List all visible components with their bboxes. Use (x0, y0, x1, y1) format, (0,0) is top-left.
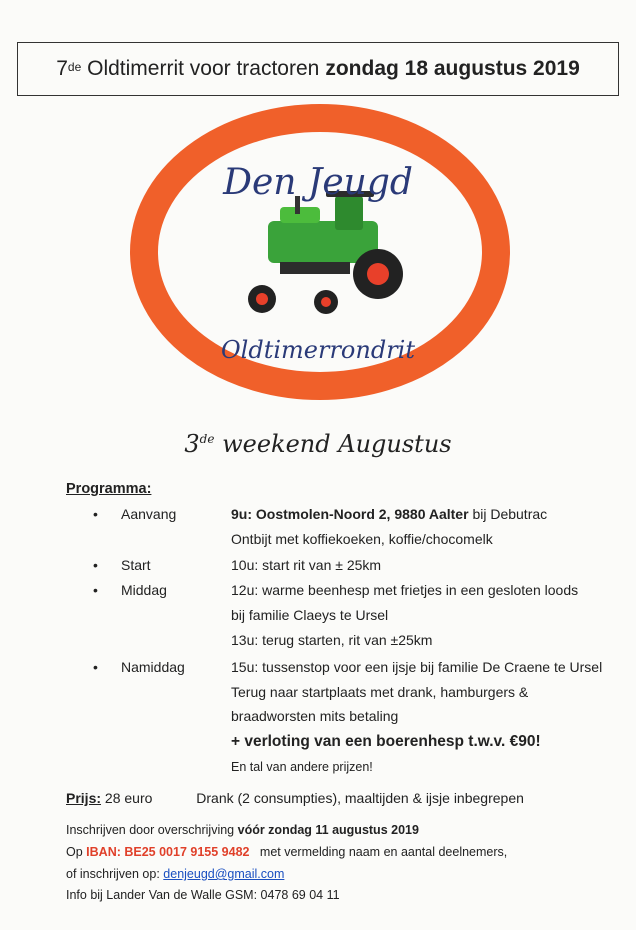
bullet: • (93, 659, 98, 675)
weekend-ordinal: 3 (184, 430, 200, 458)
edition-suffix: de (67, 60, 82, 74)
program-line: bij familie Claeys te Ursel (231, 607, 389, 623)
program-heading: Programma: (66, 481, 152, 497)
program-label-aanvang: Aanvang (121, 506, 177, 522)
program-line: Ontbijt met koffiekoeken, koffie/chocomelk (231, 531, 493, 547)
program-line: 15u: tussenstop voor een ijsje bij familie De Craene te Ursel (231, 659, 603, 675)
program-line: Terug naar startplaats met drank, hamburgers & (231, 684, 529, 700)
raffle-line: + verloting van een boerenhesp t.w.v. €90! (231, 733, 541, 750)
logo-subtitle: Oldtimerrondrit (220, 336, 415, 364)
bullet: • (93, 506, 98, 522)
registration-line-1: Inschrijven door overschrijving vóór zondag 11 augustus 2019 (66, 823, 419, 837)
program-label-start: Start (121, 557, 151, 573)
program-line: 9u: Oostmolen-Noord 2, 9880 Aalter bij Debutrac (231, 506, 548, 522)
weekend-text: weekend Augustus (222, 430, 452, 458)
bullet: • (93, 582, 98, 598)
event-date: zondag 18 augustus 2019 (325, 57, 580, 80)
logo-club-name: Den Jeugd (223, 162, 413, 203)
price-label: Prijs: (66, 790, 102, 806)
iban-number: IBAN: BE25 0017 9155 9482 (86, 845, 250, 859)
contact-info: Info bij Lander Van de Walle GSM: 0478 69 04 11 (66, 888, 340, 902)
registration-line-3: of inschrijven op: denjeugd@gmail.com (66, 867, 285, 881)
program-line: braadworsten mits betaling (231, 708, 399, 724)
tractor-icon (248, 191, 403, 314)
weekend-ordinal-suffix: de (199, 432, 215, 446)
event-title: Oldtimerrit voor tractoren (87, 57, 320, 80)
price-row (66, 790, 524, 806)
email-link[interactable]: denjeugd@gmail.com (163, 867, 285, 881)
price-value: 28 euro (104, 790, 153, 806)
program-label-middag: Middag (121, 582, 167, 598)
price-included: Drank (2 consumpties), maaltijden & ijsje inbegrepen (196, 790, 524, 806)
weekend-heading (0, 430, 636, 458)
registration-line-2: Op IBAN: BE25 0017 9155 9482 met vermelding naam en aantal deelnemers, (66, 845, 508, 859)
program-line: 10u: start rit van ± 25km (231, 557, 382, 573)
program-label-namiddag: Namiddag (121, 659, 185, 675)
program-line: 12u: warme beenhesp met frietjes in een gesloten loods (231, 582, 579, 598)
bullet: • (93, 557, 98, 573)
program-line: En tal van andere prijzen! (231, 760, 373, 774)
program-line: 13u: terug starten, rit van ±25km (231, 632, 433, 648)
event-title-box (17, 42, 619, 96)
edition-number: 7 (56, 57, 68, 80)
